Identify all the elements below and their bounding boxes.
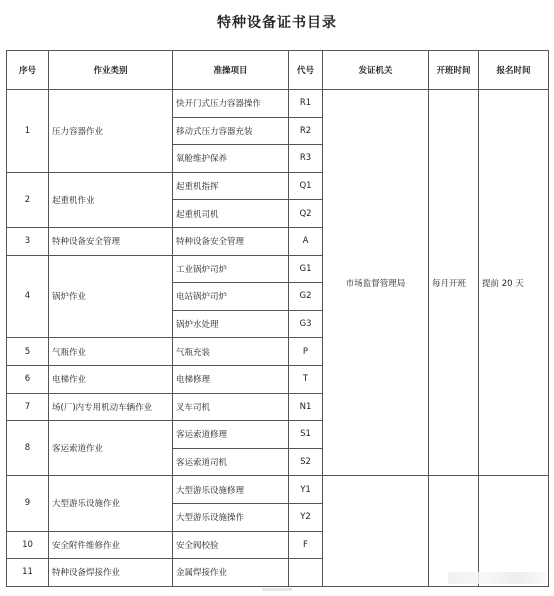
item-cell: 大型游乐设施操作 bbox=[173, 503, 289, 531]
item-cell: 快开门式压力容器操作 bbox=[173, 90, 289, 118]
code-cell: G2 bbox=[289, 283, 323, 311]
code-cell: S2 bbox=[289, 448, 323, 476]
code-cell: Y1 bbox=[289, 476, 323, 504]
item-cell: 叉车司机 bbox=[173, 393, 289, 421]
row-number: 2 bbox=[7, 172, 49, 227]
row-number: 5 bbox=[7, 338, 49, 366]
category-cell: 客运索道作业 bbox=[49, 421, 173, 476]
table-row bbox=[7, 476, 549, 504]
code-cell: S1 bbox=[289, 421, 323, 449]
table-body bbox=[7, 90, 549, 587]
code-cell: P bbox=[289, 338, 323, 366]
category-cell: 锅炉作业 bbox=[49, 255, 173, 338]
code-cell: T bbox=[289, 365, 323, 393]
item-cell: 气瓶充装 bbox=[173, 338, 289, 366]
row-number: 6 bbox=[7, 365, 49, 393]
code-cell bbox=[289, 559, 323, 587]
document-title: 特种设备证书目录 bbox=[217, 15, 337, 31]
table-row bbox=[7, 90, 549, 118]
schedule-cell: 每月开班 bbox=[429, 90, 479, 476]
watermark-blur bbox=[448, 572, 546, 584]
item-cell: 移动式压力容器充装 bbox=[173, 117, 289, 145]
row-number: 11 bbox=[7, 559, 49, 587]
code-cell: R3 bbox=[289, 145, 323, 173]
category-cell: 特种设备安全管理 bbox=[49, 227, 173, 255]
header-cell: 报名时间 bbox=[479, 51, 549, 90]
item-cell: 起重机司机 bbox=[173, 200, 289, 228]
item-cell: 金属焊接作业 bbox=[173, 559, 289, 587]
row-number: 3 bbox=[7, 227, 49, 255]
blank-schedule-cell bbox=[429, 476, 479, 586]
category-cell: 起重机作业 bbox=[49, 172, 173, 227]
header-cell: 准操项目 bbox=[173, 51, 289, 90]
category-cell: 大型游乐设施作业 bbox=[49, 476, 173, 531]
blank-registration-cell bbox=[479, 476, 549, 586]
blank-authority-cell bbox=[323, 476, 429, 586]
category-cell: 特种设备焊接作业 bbox=[49, 559, 173, 587]
faint-mark bbox=[262, 588, 292, 591]
row-number: 8 bbox=[7, 421, 49, 476]
code-cell: R1 bbox=[289, 90, 323, 118]
row-number: 9 bbox=[7, 476, 49, 531]
category-cell: 气瓶作业 bbox=[49, 338, 173, 366]
row-number: 10 bbox=[7, 531, 49, 559]
item-cell: 起重机指挥 bbox=[173, 172, 289, 200]
code-cell: Y2 bbox=[289, 503, 323, 531]
item-cell: 电梯修理 bbox=[173, 365, 289, 393]
item-cell: 客运索道司机 bbox=[173, 448, 289, 476]
code-cell: Q2 bbox=[289, 200, 323, 228]
code-cell: G1 bbox=[289, 255, 323, 283]
code-cell: Q1 bbox=[289, 172, 323, 200]
item-cell: 锅炉水处理 bbox=[173, 310, 289, 338]
item-cell: 特种设备安全管理 bbox=[173, 227, 289, 255]
header-cell: 作业类别 bbox=[49, 51, 173, 90]
item-cell: 电站锅炉司炉 bbox=[173, 283, 289, 311]
code-cell: N1 bbox=[289, 393, 323, 421]
authority-cell: 市场监督管理局 bbox=[323, 90, 429, 476]
code-cell: G3 bbox=[289, 310, 323, 338]
header-row bbox=[7, 51, 549, 90]
code-cell: R2 bbox=[289, 117, 323, 145]
header-cell: 发证机关 bbox=[323, 51, 429, 90]
category-cell: 电梯作业 bbox=[49, 365, 173, 393]
item-cell: 客运索道修理 bbox=[173, 421, 289, 449]
code-cell: A bbox=[289, 227, 323, 255]
item-cell: 氧舱维护保养 bbox=[173, 145, 289, 173]
item-cell: 工业锅炉司炉 bbox=[173, 255, 289, 283]
category-cell: 安全附件维修作业 bbox=[49, 531, 173, 559]
category-cell: 压力容器作业 bbox=[49, 90, 173, 173]
code-cell: F bbox=[289, 531, 323, 559]
registration-cell: 提前 20 天 bbox=[479, 90, 549, 476]
category-cell: 场(厂)内专用机动车辆作业 bbox=[49, 393, 173, 421]
certificate-table bbox=[6, 50, 549, 587]
header-cell: 代号 bbox=[289, 51, 323, 90]
header-cell: 序号 bbox=[7, 51, 49, 90]
row-number: 4 bbox=[7, 255, 49, 338]
header-cell: 开班时间 bbox=[429, 51, 479, 90]
item-cell: 安全阀校验 bbox=[173, 531, 289, 559]
item-cell: 大型游乐设施修理 bbox=[173, 476, 289, 504]
row-number: 7 bbox=[7, 393, 49, 421]
row-number: 1 bbox=[7, 90, 49, 173]
